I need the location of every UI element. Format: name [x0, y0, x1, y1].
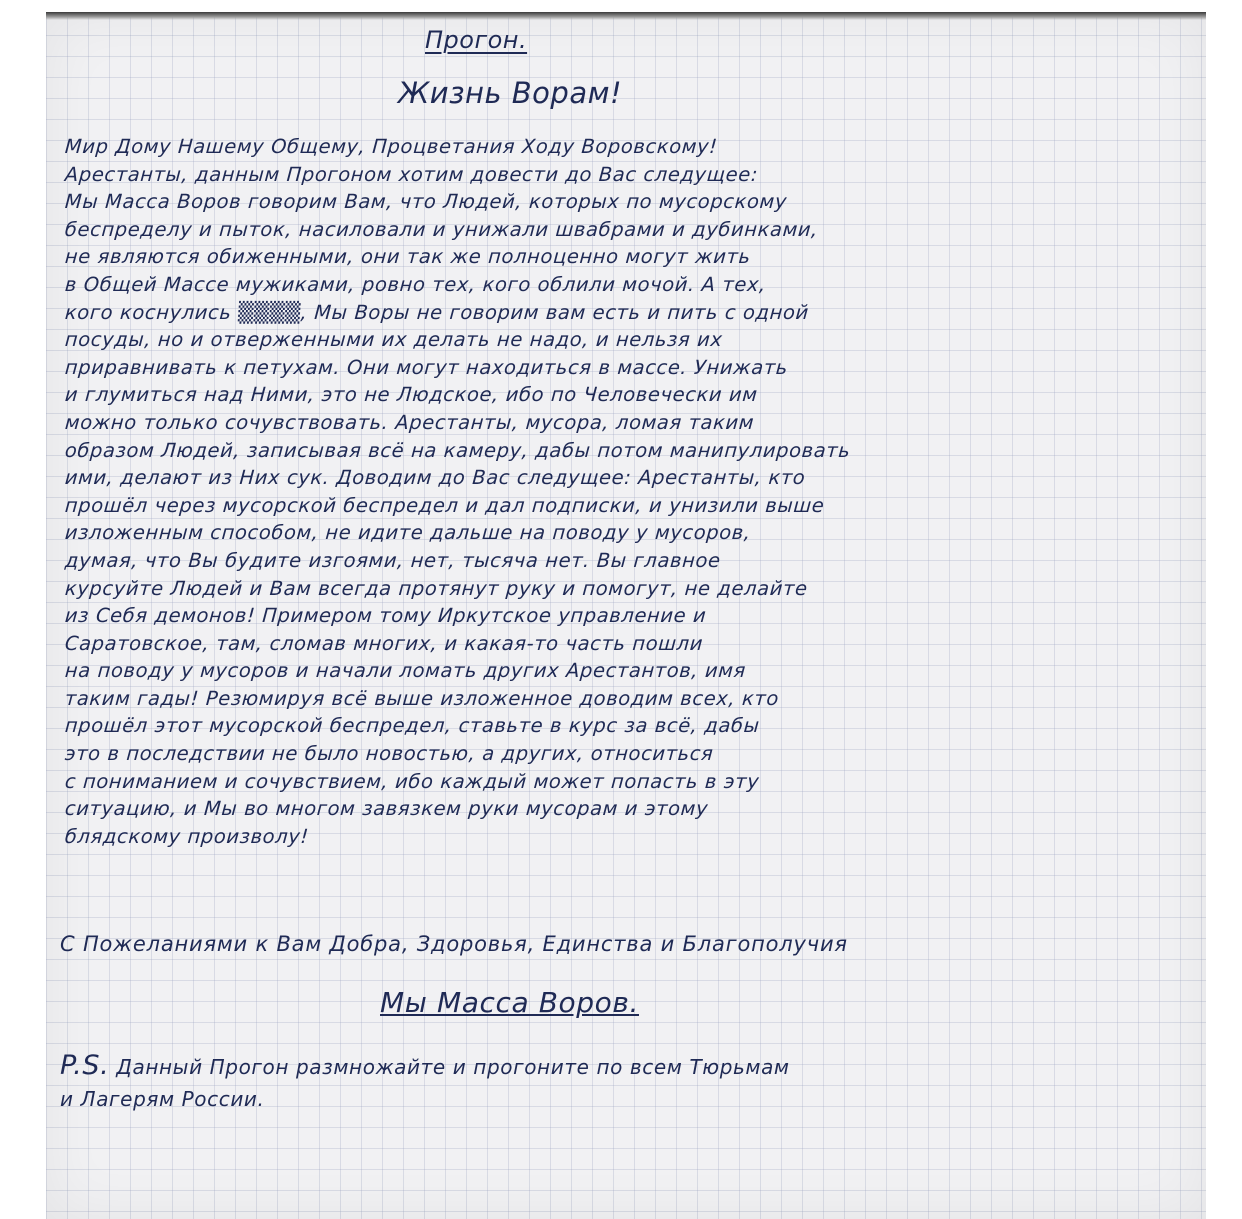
body-line: кого коснулись ▒▒▒▒, Мы Воры не говорим вам есть и пить с одной — [64, 300, 810, 324]
body-line: изложенным способом, не идите дальше на поводу у мусоров, — [64, 521, 752, 545]
letter-title-text: Жизнь Ворам! — [398, 76, 623, 110]
body-line: ситуацию, и Мы во многом завязкем руки мусорам и этому — [64, 797, 709, 821]
body-line: посуды, но и отверженными их делать не надо, и нельзя их — [64, 328, 724, 352]
postscript-text-2: и Лагерям России. — [60, 1087, 265, 1111]
body-line: Мир Дому Нашему Общему, Процветания Ходу Воровскому! — [64, 135, 719, 158]
body-line: из Себя демонов! Примером тому Иркутское управление и — [64, 604, 708, 628]
body-line: в Общей Массе мужиками, ровно тех, кого облили мочой. А тех, — [64, 272, 767, 296]
body-line: не являются обиженными, они так же полноценно могут жить — [64, 245, 752, 269]
body-line: на поводу у мусоров и начали ломать других Арестантов, имя — [64, 659, 747, 683]
body-line: прошёл этот мусорской беспредел, ставьте в курс за всё, дабы — [64, 714, 761, 738]
body-line: беспределу и пыток, насиловали и унижали швабрами и дубинками, — [64, 217, 819, 241]
letter-header — [425, 26, 527, 54]
letter-signature-text: Мы Масса Воров. — [380, 986, 639, 1019]
letter-signature — [380, 986, 639, 1019]
body-line: образом Людей, записывая всё на камеру, дабы потом манипулировать — [64, 438, 852, 462]
body-line: с пониманием и сочувствием, ибо каждый может попасть в эту — [64, 769, 761, 793]
letter-closing: С Пожеланиями к Вам Добра, Здоровья, Единства и Благополучия — [60, 932, 848, 956]
body-line: можно только сочувствовать. Арестанты, мусора, ломая таким — [64, 410, 755, 434]
letter-body — [64, 133, 1194, 850]
notebook-top-edge — [46, 12, 1206, 20]
letter-header-text: Прогон. — [425, 26, 528, 54]
body-line: это в последствии не было новостью, а других, относиться — [64, 742, 715, 766]
body-line: и глумиться над Ними, это не Людское, ибо по Человечески им — [64, 383, 759, 407]
body-line: Арестанты, данным Прогоном хотим довести до Вас следущее: — [64, 162, 759, 186]
body-line: Мы Масса Воров говорим Вам, что Людей, которых по мусорскому — [64, 190, 788, 214]
body-line: Саратовское, там, сломав многих, и какая-то часть пошли — [64, 631, 704, 655]
body-line: прошёл через мусорской беспредел и дал подписки, и унизили выше — [64, 493, 826, 517]
body-line: курсуйте Людей и Вам всегда протянут руку и помогут, не делайте — [64, 576, 809, 600]
body-line: думая, что Вы будите изгоями, нет, тысяча нет. Вы главное — [64, 548, 722, 572]
postscript-label: P.S. — [60, 1050, 110, 1081]
letter-postscript — [60, 1050, 790, 1115]
body-line: приравнивать к петухам. Они могут находиться в массе. Унижать — [64, 355, 789, 379]
letter-title — [398, 76, 622, 110]
body-line: блядскому произволу! — [64, 824, 310, 848]
body-line: таким гады! Резюмируя всё выше изложенное доводим всех, кто — [64, 686, 780, 710]
body-line: ими, делают из Них сук. Доводим до Вас следущее: Арестанты, кто — [64, 466, 807, 490]
postscript-text: Данный Прогон размножайте и прогоните по всем Тюрьмам — [116, 1055, 790, 1079]
